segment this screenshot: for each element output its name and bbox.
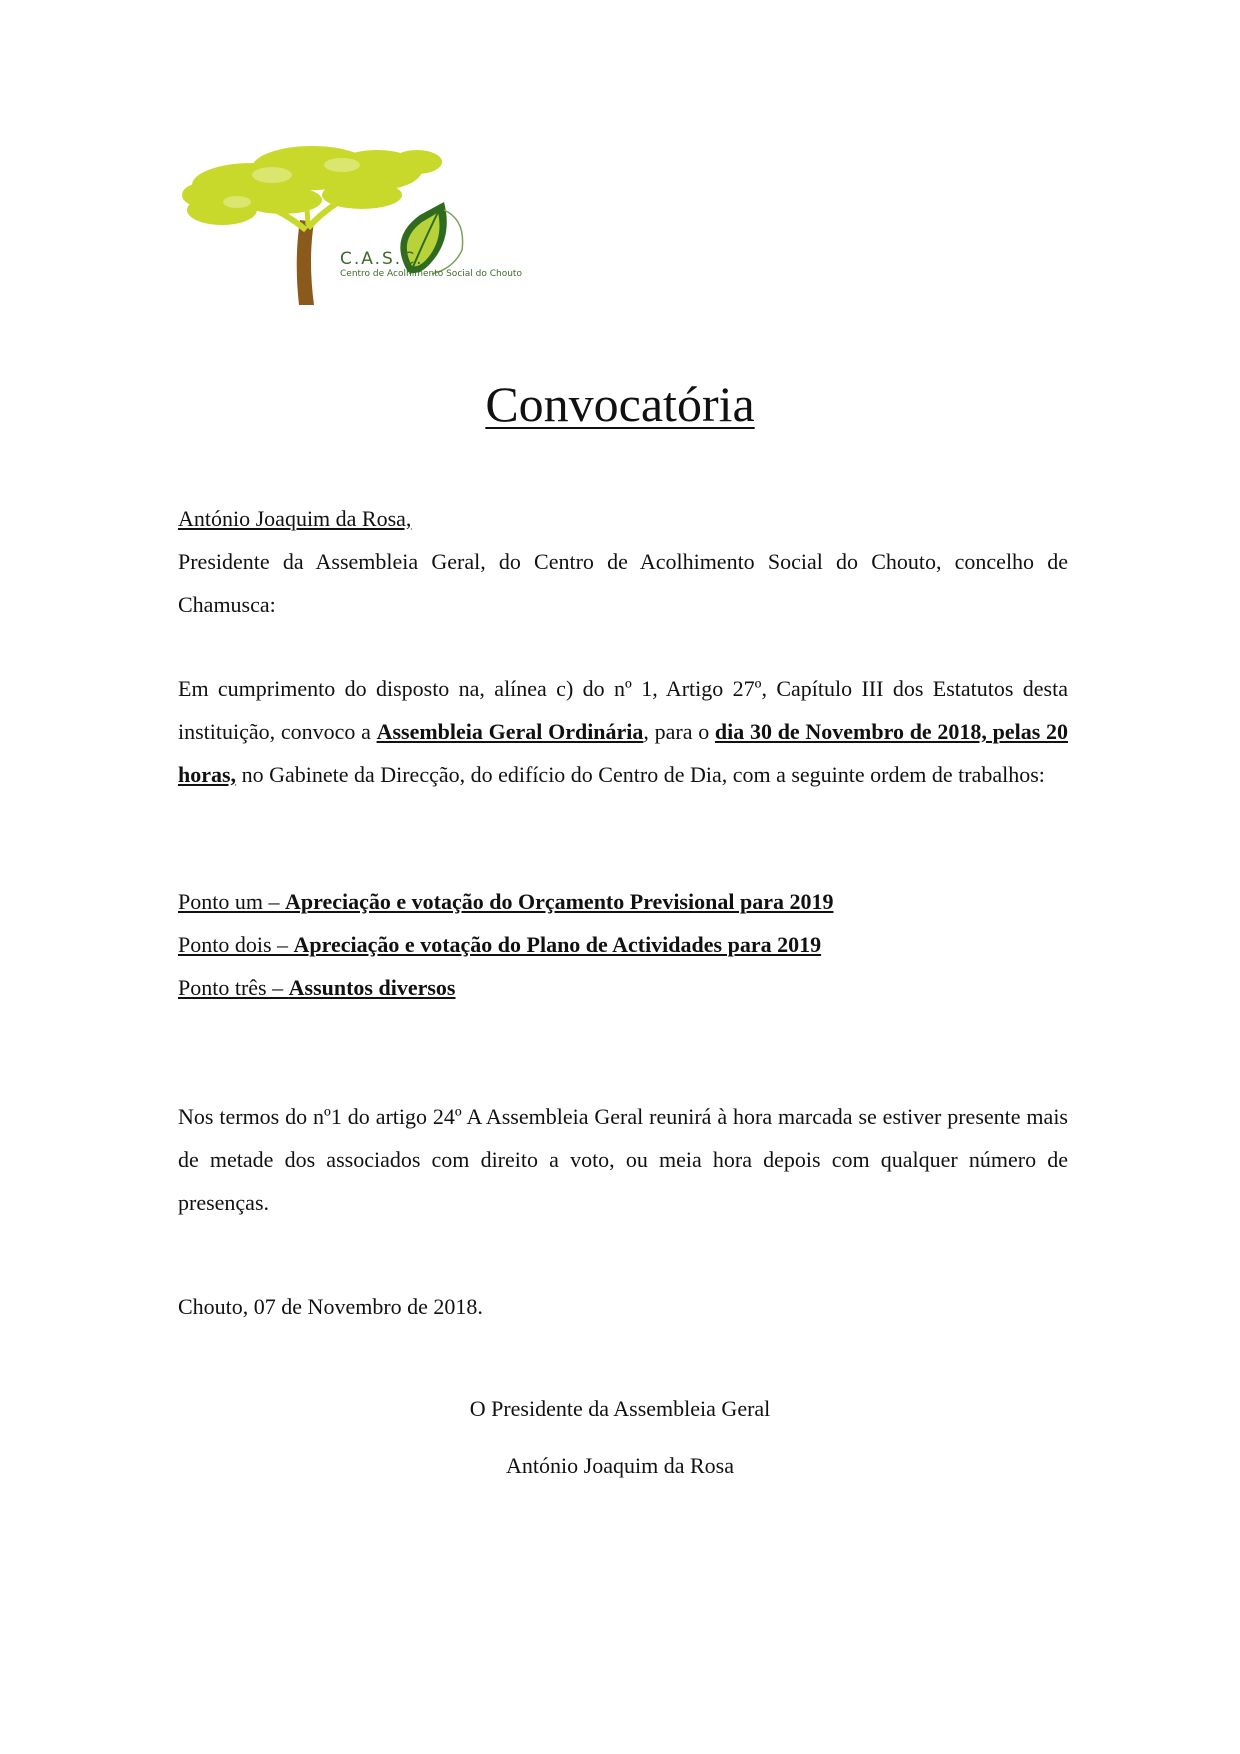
agenda-list [178, 880, 1068, 1009]
logo-acronym: C.A.S.C. [340, 249, 424, 269]
logo-text [340, 250, 522, 280]
signature-title: O Presidente da Assembleia Geral [469, 1396, 771, 1421]
convocation-intro: Em cumprimento do disposto na, alínea c) do nº 1, Artigo 27º, Capítulo III dos Estatutos desta instituição, convoco a [178, 676, 1068, 744]
convocation-rest: no Gabinete da Direcção, do edifício do Centro de Dia, com a seguinte ordem de trabalhos: [236, 762, 1045, 787]
convocation-paragraph [178, 667, 1068, 796]
meeting-date-time: dia 30 de Novembro de 2018, pelas 20 horas, [178, 719, 1068, 787]
place-date: Chouto, 07 de Novembro de 2018. [178, 1294, 483, 1319]
agenda-item: Ponto três – Assuntos diversos [178, 975, 456, 1000]
addressee-role: Presidente da Assembleia Geral, do Centro de Acolhimento Social do Chouto, concelho de Chamusca: [178, 549, 1068, 617]
agenda-item: Ponto um – Apreciação e votação do Orçamento Previsional para 2019 [178, 889, 834, 914]
signature-name: António Joaquim da Rosa [506, 1453, 734, 1478]
casc-logo [182, 140, 522, 310]
tree-trunk [297, 220, 314, 305]
tree-canopy [182, 146, 442, 225]
tree-logo-graphic [182, 140, 522, 310]
agenda-item: Ponto dois – Apreciação e votação do Plano de Actividades para 2019 [178, 932, 822, 957]
convocation-mid: , para o [643, 719, 715, 744]
assembly-type: Assembleia Geral Ordinária [376, 719, 644, 744]
page-title: Convocatória [485, 376, 755, 432]
addressee-block [178, 497, 1068, 626]
logo-full-name: Centro de Acolhimento Social do Chouto [340, 269, 522, 279]
addressee-name: António Joaquim da Rosa, [178, 506, 412, 531]
quorum-note: Nos termos do nº1 do artigo 24º A Assembleia Geral reunirá à hora marcada se estiver presente mais de metade dos associados com direito a voto, ou meia hora depois com qualquer número de presenças. [178, 1104, 1068, 1215]
